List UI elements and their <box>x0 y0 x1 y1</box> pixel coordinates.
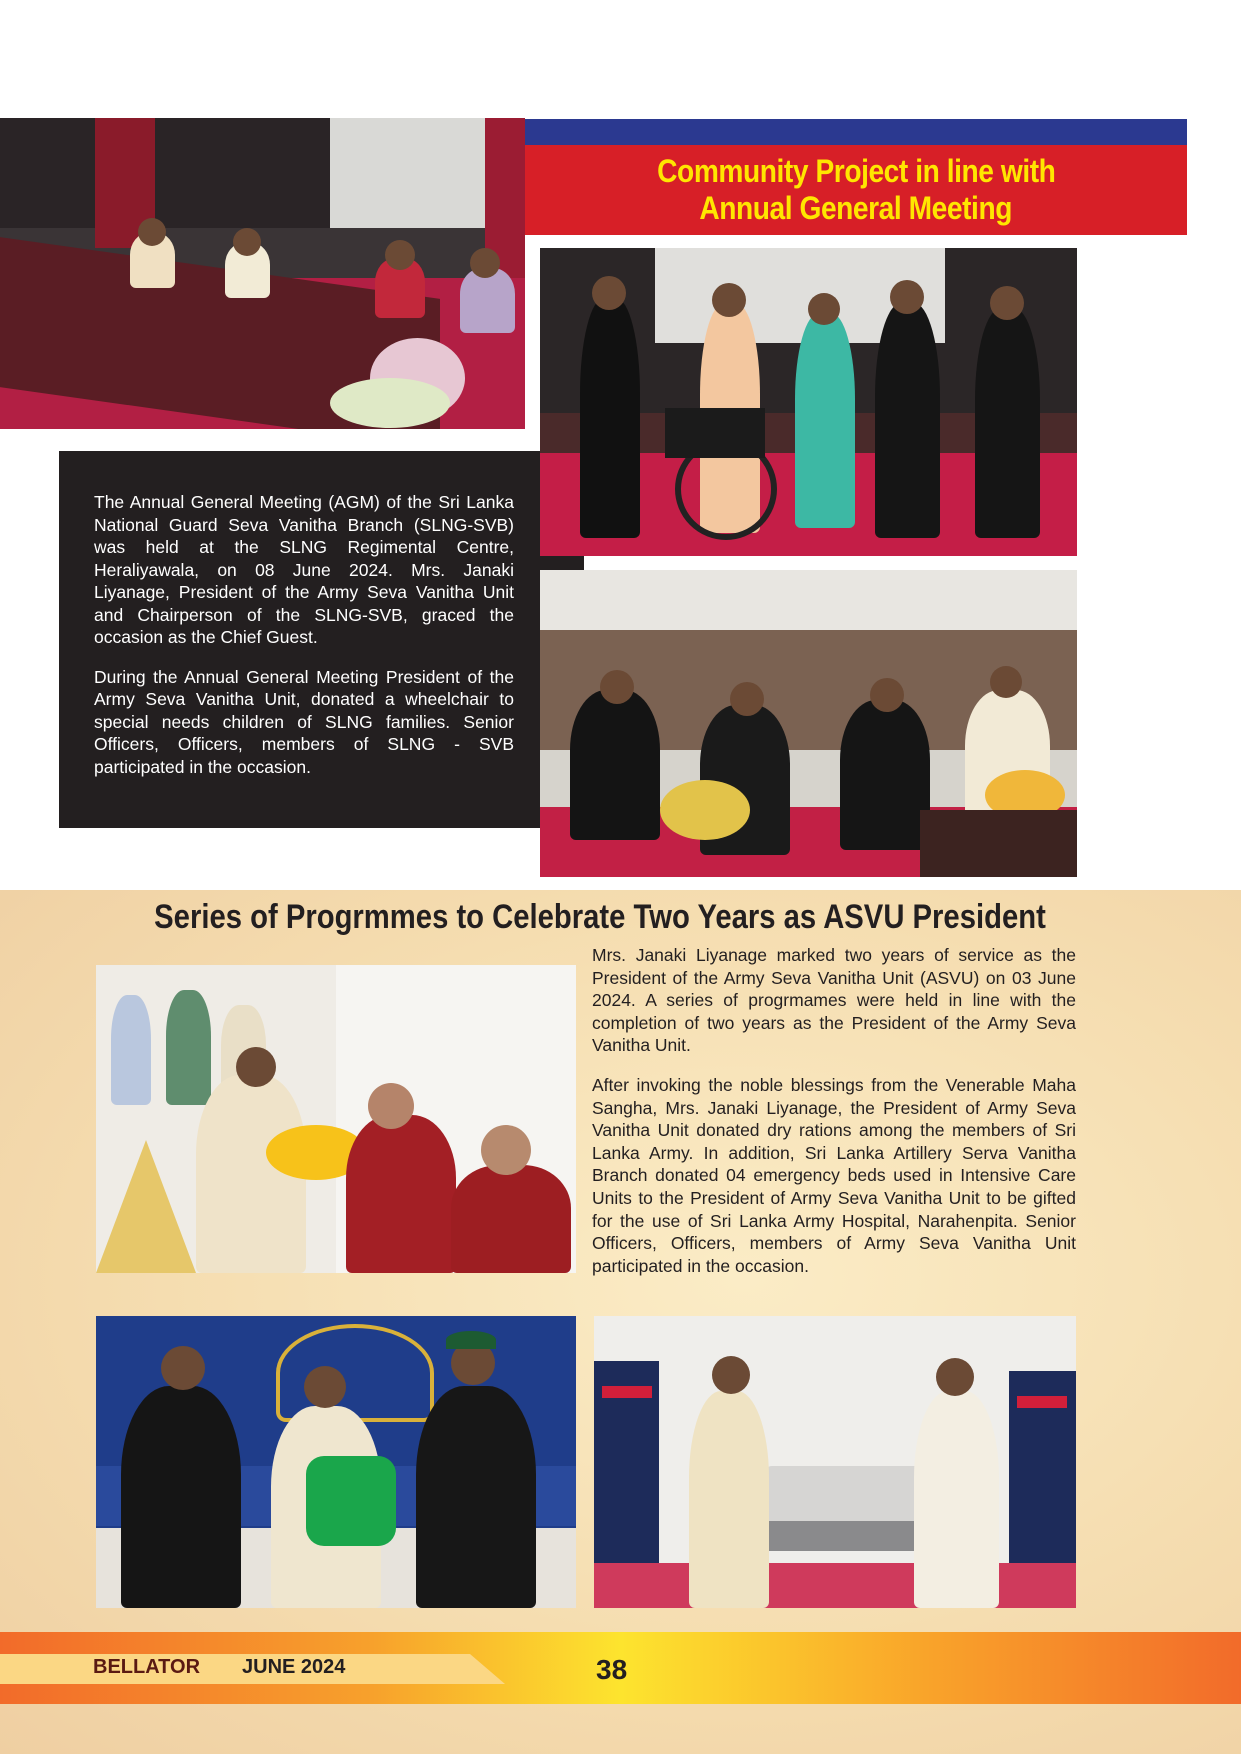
section-banner <box>525 145 1187 235</box>
asvu-paragraph-2: After invoking the noble blessings from the Venerable Maha Sangha, Mrs. Janaki Liyanage, the President of Army Seva Vanitha Unit donated dry rations among the members of Sri Lanka Army. In addition, Sri Lanka Artillery Serva Vanitha Branch donated 04 emergency beds used in Intensive Care Units to the President of Army Seva Vanitha Unit to be gifted for the use of Sri Lanka Army Hospital, Narahenpita. Senior Officers, Officers, members of Army Seva Vanitha Unit participated in the occasion. <box>592 1074 1076 1276</box>
issue-date: JUNE 2024 <box>242 1656 346 1678</box>
alms-offering-photo <box>96 965 576 1273</box>
asvu-paragraph-1: Mrs. Janaki Liyanage marked two years of service as the President of the Army Seva Vanitha Unit (ASVU) on 03 June 2024. A series of progrmames were held in line with the completion of two years as the President of the Army Seva Vanitha Unit. <box>592 945 1076 1056</box>
asvu-text-column <box>592 944 1076 1294</box>
agm-paragraph-1: The Annual General Meeting (AGM) of the Sri Lanka National Guard Seva Vanitha Branch (SLNG-SVB) was held at the SLNG Regimental Centre, Heraliyawala, on 08 June 2024. Mrs. Janaki Liyanage, President of the Army Seva Vanitha Unit and Chairperson of the SLNG-SVB, graced the occasion as the Chief Guest. <box>94 492 514 647</box>
banner-title-line-1: Community Project in line with <box>656 153 1056 189</box>
agm-paragraph-2: During the Annual General Meeting President of the Army Seva Vanitha Unit, donated a wheelchair to special needs children of SLNG families. Senior Officers, Officers, members of SLNG - SVB participated in the occasion. <box>94 666 514 777</box>
agm-audience-photo <box>540 570 1077 877</box>
dry-rations-photo <box>96 1316 576 1608</box>
page-number: 38 <box>596 1654 628 1685</box>
icu-bed-donation-photo <box>594 1316 1076 1608</box>
magazine-name: BELLATOR <box>93 1656 201 1678</box>
agm-text-box <box>59 451 584 828</box>
wheelchair-donation-photo <box>540 248 1077 556</box>
banner-title-line-2: Annual General Meeting <box>699 190 1013 226</box>
agm-head-table-photo <box>0 118 525 429</box>
section-title: Series of Progrmmes to Celebrate Two Years as ASVU President <box>154 898 1046 936</box>
banner-blue-stripe <box>525 119 1187 145</box>
